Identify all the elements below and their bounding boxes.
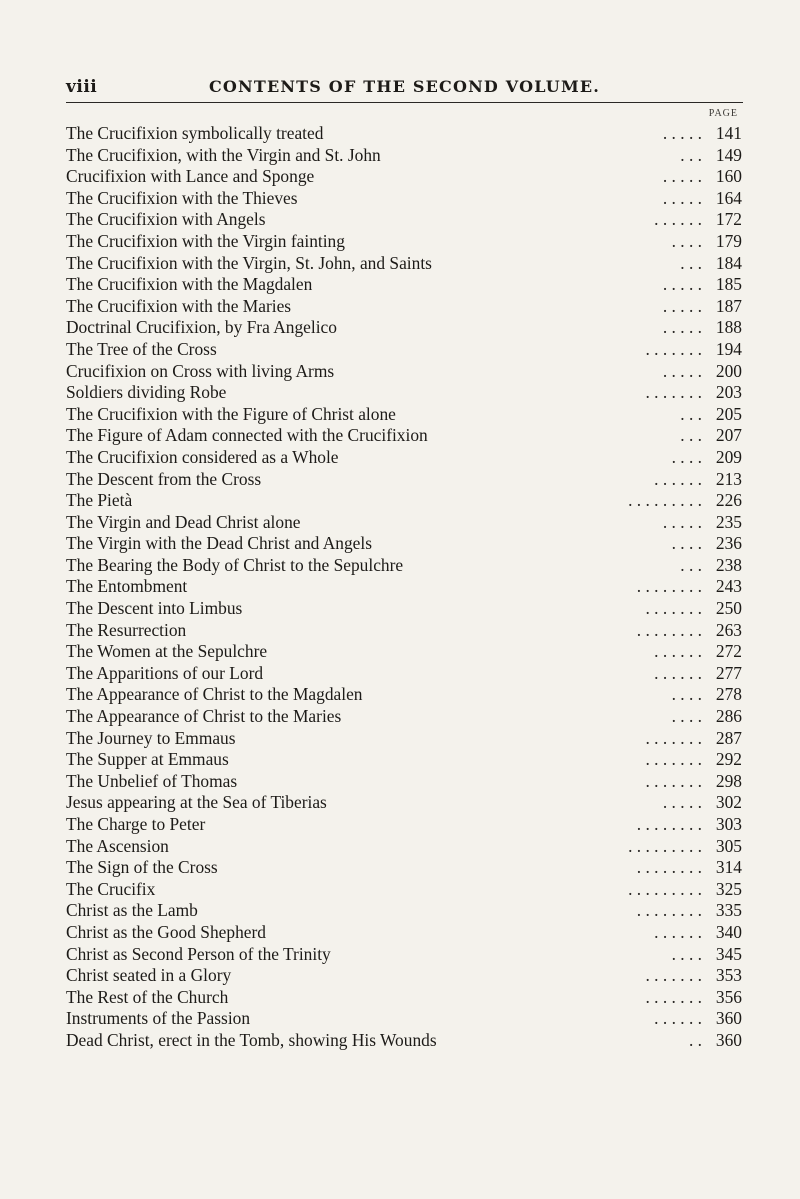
entry-title: The Descent into Limbus (66, 598, 243, 619)
entry-leader-dots: . . . . . . . . (636, 619, 702, 640)
contents-entry (66, 425, 742, 447)
entry-page-number: 305 (715, 835, 742, 856)
contents-entry (66, 836, 742, 858)
contents-entry (66, 1030, 742, 1052)
entry-title: The Crucifixion with the Magdalen (66, 274, 313, 295)
contents-entry (66, 944, 742, 966)
entry-page-number: 360 (715, 1029, 742, 1050)
entry-page-number: 205 (715, 403, 742, 424)
contents-entry (66, 922, 742, 944)
entry-page-number: 250 (715, 598, 742, 619)
entry-leader-dots: . . . . . (662, 295, 702, 316)
entry-page-number: 287 (715, 727, 742, 748)
entry-title: Doctrinal Crucifixion, by Fra Angelico (66, 317, 337, 338)
entry-leader-dots: . . . . . . (654, 641, 702, 662)
entry-title: The Sign of the Cross (66, 857, 218, 878)
contents-entry (66, 317, 742, 339)
contents-entry (66, 749, 742, 771)
entry-page-number: 235 (715, 511, 742, 532)
contents-entry (66, 296, 742, 318)
entry-page-number: 340 (715, 921, 742, 942)
entry-leader-dots: . . . (680, 554, 702, 575)
entry-page-number: 236 (715, 533, 742, 554)
contents-entry (66, 879, 742, 901)
entry-title: The Virgin and Dead Christ alone (66, 511, 301, 532)
entry-title: The Journey to Emmaus (66, 727, 236, 748)
entry-page-number: 292 (715, 749, 742, 770)
contents-entry (66, 1008, 742, 1030)
entry-title: Christ as Second Person of the Trinity (66, 943, 331, 964)
entry-title: The Supper at Emmaus (66, 749, 229, 770)
entry-leader-dots: . . . . . (662, 274, 702, 295)
entry-page-number: 209 (715, 446, 742, 467)
contents-entry (66, 684, 742, 706)
entry-title: The Crucifix (66, 878, 156, 899)
entry-page-number: 272 (715, 641, 742, 662)
entry-leader-dots: . . . . . . . (645, 338, 702, 359)
contents-entry (66, 706, 742, 728)
entry-leader-dots: . . . . . . . (645, 770, 702, 791)
contents-entry (66, 253, 742, 275)
entry-leader-dots: . . . . . . . . (636, 857, 702, 878)
entry-page-number: 164 (715, 187, 742, 208)
contents-entry (66, 339, 742, 361)
entry-leader-dots: . . . . . (662, 360, 702, 381)
contents-entry (66, 857, 742, 879)
contents-entry (66, 728, 742, 750)
entry-title: The Tree of the Cross (66, 338, 217, 359)
entry-leader-dots: . . . . . . . . (636, 576, 702, 597)
entry-page-number: 263 (715, 619, 742, 640)
entry-title: Jesus appearing at the Sea of Tiberias (66, 792, 327, 813)
entry-page-number: 226 (715, 490, 742, 511)
entry-leader-dots: . . . . . (662, 187, 702, 208)
entry-page-number: 353 (715, 965, 742, 986)
entry-leader-dots: . . . (680, 403, 702, 424)
entry-leader-dots: . . . . (671, 230, 702, 251)
contents-entry (66, 576, 742, 598)
entry-title: Dead Christ, erect in the Tomb, showing His Wounds (66, 1029, 437, 1050)
entry-page-number: 160 (715, 166, 742, 187)
entry-leader-dots: . . . . . (662, 317, 702, 338)
entry-leader-dots: . . . . . . . . (636, 900, 702, 921)
entry-leader-dots: . . . . (671, 684, 702, 705)
contents-entry (66, 965, 742, 987)
entry-page-number: 185 (715, 274, 742, 295)
entry-page-number: 203 (715, 382, 742, 403)
entry-page-number: 298 (715, 770, 742, 791)
entry-page-number: 200 (715, 360, 742, 381)
contents-entry (66, 123, 742, 145)
entry-title: Christ seated in a Glory (66, 965, 232, 986)
entry-title: The Crucifixion with Angels (66, 209, 266, 230)
contents-entry (66, 512, 742, 534)
entry-title: The Descent from the Cross (66, 468, 262, 489)
entry-page-number: 149 (715, 144, 742, 165)
entry-title: The Appearance of Christ to the Maries (66, 706, 342, 727)
entry-page-number: 213 (715, 468, 742, 489)
entry-page-number: 184 (715, 252, 742, 273)
entry-title: The Crucifixion symbolically treated (66, 123, 324, 143)
page-header (66, 71, 743, 101)
entry-leader-dots: . . . . . (662, 511, 702, 532)
entry-title: Instruments of the Passion (66, 1008, 251, 1029)
entry-leader-dots: . . . . (671, 446, 702, 467)
contents-entry (66, 900, 742, 922)
entry-page-number: 325 (715, 878, 742, 899)
entry-title: The Figure of Adam connected with the Crucifixion (66, 425, 428, 446)
entry-page-number: 194 (715, 338, 742, 359)
entry-page-number: 278 (715, 684, 742, 705)
entry-title: The Crucifixion considered as a Whole (66, 446, 339, 467)
contents-entry (66, 382, 742, 404)
entry-title: The Unbelief of Thomas (66, 770, 238, 791)
entry-title: The Pietà (66, 490, 133, 511)
contents-entry (66, 987, 742, 1009)
contents-entry (66, 145, 742, 167)
entry-title: The Crucifixion, with the Virgin and St. John (66, 144, 381, 165)
entry-leader-dots: . . . . . . (654, 662, 702, 683)
entry-leader-dots: . . . . . . . (645, 727, 702, 748)
entry-leader-dots: . . . . . (662, 792, 702, 813)
entry-page-number: 286 (715, 706, 742, 727)
entry-title: The Appearance of Christ to the Magdalen (66, 684, 363, 705)
contents-entry (66, 469, 742, 491)
contents-entry (66, 663, 742, 685)
entry-title: The Resurrection (66, 619, 187, 640)
entry-title: The Crucifixion with the Virgin, St. John, and Saints (66, 252, 432, 273)
entry-page-number: 335 (715, 900, 742, 921)
contents-entry (66, 641, 742, 663)
entry-leader-dots: . . . . . . . . . (628, 835, 702, 856)
entry-page-number: 277 (715, 662, 742, 683)
contents-list (66, 123, 742, 1052)
contents-entry (66, 209, 742, 231)
entry-title: The Rest of the Church (66, 986, 229, 1007)
entry-leader-dots: . . . . . . . . . (628, 490, 702, 511)
contents-entry (66, 231, 742, 253)
entry-title: The Apparitions of our Lord (66, 662, 264, 683)
entry-page-number: 188 (715, 317, 742, 338)
entry-page-number: 141 (715, 123, 742, 143)
entry-title: The Crucifixion with the Maries (66, 295, 292, 316)
entry-page-number: 345 (715, 943, 742, 964)
entry-leader-dots: . . . . . . (654, 921, 702, 942)
entry-title: Christ as the Good Shepherd (66, 921, 266, 942)
entry-page-number: 172 (715, 209, 742, 230)
entry-leader-dots: . . . . . . (654, 468, 702, 489)
contents-entry (66, 490, 742, 512)
entry-title: Crucifixion with Lance and Sponge (66, 166, 315, 187)
entry-title: Christ as the Lamb (66, 900, 198, 921)
entry-leader-dots: . . . (680, 252, 702, 273)
contents-entry (66, 447, 742, 469)
entry-leader-dots: . . . . . . . (645, 986, 702, 1007)
entry-title: The Crucifixion with the Virgin fainting (66, 230, 345, 251)
entry-leader-dots: . . . . . . . . . (628, 878, 702, 899)
entry-title: The Women at the Sepulchre (66, 641, 268, 662)
entry-title: The Charge to Peter (66, 814, 206, 834)
entry-page-number: 314 (715, 857, 742, 878)
entry-title: The Entombment (66, 576, 188, 597)
contents-entry (66, 771, 742, 793)
entry-title: The Crucifixion with the Thieves (66, 187, 298, 208)
entry-page-number: 243 (715, 576, 742, 597)
entry-page-number: 356 (715, 986, 742, 1007)
entry-page-number: 302 (715, 792, 742, 813)
entry-title: The Virgin with the Dead Christ and Angels (66, 533, 372, 554)
page-number: viii (66, 77, 98, 97)
contents-entry (66, 274, 742, 296)
entry-leader-dots: . . . . . . (654, 209, 702, 230)
entry-title: The Ascension (66, 835, 169, 856)
entry-leader-dots: . . . (680, 144, 702, 165)
entry-page-number: 238 (715, 554, 742, 575)
contents-entry (66, 533, 742, 555)
entry-leader-dots: . . . . (671, 706, 702, 727)
entry-leader-dots: . . (688, 1029, 702, 1050)
contents-entry (66, 792, 742, 814)
entry-page-number: 303 (715, 814, 742, 834)
contents-entry (66, 598, 742, 620)
contents-entry (66, 620, 742, 642)
entry-title: Soldiers dividing Robe (66, 382, 227, 403)
entry-leader-dots: . . . . . (662, 123, 702, 143)
entry-title: The Crucifixion with the Figure of Christ alone (66, 403, 396, 424)
entry-leader-dots: . . . . . . . (645, 382, 702, 403)
page-column-heading: PAGE (708, 108, 738, 119)
contents-entry (66, 361, 742, 383)
contents-entry (66, 404, 742, 426)
contents-entry (66, 166, 742, 188)
header-rule (66, 102, 743, 103)
entry-leader-dots: . . . . . (662, 166, 702, 187)
entry-page-number: 207 (715, 425, 742, 446)
entry-leader-dots: . . . . . . . (645, 965, 702, 986)
contents-entry (66, 188, 742, 210)
entry-title: Crucifixion on Cross with living Arms (66, 360, 335, 381)
contents-entry (66, 555, 742, 577)
entry-title: The Bearing the Body of Christ to the Sepulchre (66, 554, 404, 575)
entry-leader-dots: . . . . . . . (645, 598, 702, 619)
entry-leader-dots: . . . . . . (654, 1008, 702, 1029)
entry-leader-dots: . . . . (671, 943, 702, 964)
entry-leader-dots: . . . . (671, 533, 702, 554)
entry-leader-dots: . . . . . . . . (636, 814, 702, 834)
entry-leader-dots: . . . . . . . (645, 749, 702, 770)
entry-page-number: 360 (715, 1008, 742, 1029)
entry-leader-dots: . . . (680, 425, 702, 446)
contents-entry (66, 814, 742, 836)
entry-page-number: 187 (715, 295, 742, 316)
running-head: CONTENTS OF THE SECOND VOLUME. (208, 77, 601, 96)
entry-page-number: 179 (715, 230, 742, 251)
